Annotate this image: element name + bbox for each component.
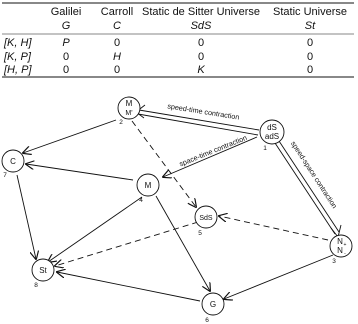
- table-cell: 0: [306, 37, 314, 49]
- label-speed-space: speed-space contraction: [288, 139, 340, 210]
- table-cell: 0: [113, 64, 121, 76]
- node-num-3: 3: [332, 258, 336, 265]
- table-cell: K: [197, 64, 205, 76]
- node-n-sub1: +: [343, 242, 347, 248]
- edge-g-to-st: [57, 272, 200, 301]
- node-sds-label: SdS: [199, 215, 213, 222]
- node-n-line2: N: [337, 246, 343, 255]
- row-label: [H, P]: [4, 64, 32, 76]
- header-carroll: Carroll: [100, 6, 134, 18]
- table-cell: 0: [197, 37, 205, 49]
- node-g-label: G: [209, 300, 217, 309]
- node-m-line2: M': [125, 110, 133, 117]
- label-speed-time: speed-time contraction: [166, 101, 241, 122]
- row-label: [K, H]: [4, 37, 32, 49]
- header-sds: Static de Sitter Universe: [142, 6, 260, 18]
- table-cell: 0: [113, 37, 121, 49]
- node-num-2: 2: [119, 119, 123, 126]
- symbol-st: St: [304, 20, 316, 32]
- node-num-4: 4: [139, 197, 143, 204]
- contraction-table: [0, 0, 358, 80]
- node-num-8: 8: [34, 282, 38, 289]
- edge-ds-to-m-b: [138, 114, 258, 135]
- header-galilei: Galilei: [50, 6, 82, 18]
- edge-n-to-sds: [219, 216, 328, 240]
- node-num-1: 1: [263, 145, 267, 152]
- node-ds-line1: dS: [267, 123, 277, 132]
- node-c-label: C: [10, 157, 16, 166]
- node-n-line1: N: [337, 237, 343, 246]
- table-cell: 0: [197, 51, 205, 63]
- edge-sds-to-st: [55, 222, 198, 266]
- kinematical-groups-diagram: [0, 80, 358, 324]
- node-mink-label: M: [144, 181, 152, 190]
- edge-mink-to-st: [48, 197, 142, 262]
- node-n-sub2: -: [344, 251, 346, 257]
- edge-m-to-c: [23, 120, 116, 153]
- table-cell: 0: [306, 51, 314, 63]
- table-cell: P: [62, 37, 70, 49]
- header-static: Static Universe: [273, 6, 347, 18]
- edge-mink-to-c: [26, 164, 133, 180]
- node-num-6: 6: [205, 317, 209, 324]
- edge-n-to-g: [224, 255, 333, 299]
- row-label: [K, P]: [4, 51, 31, 63]
- label-space-time: space-time contraction: [177, 132, 249, 169]
- symbol-g: G: [61, 20, 71, 32]
- node-ds-line2: adS: [264, 132, 280, 141]
- node-m-line1: M: [125, 99, 133, 108]
- node-st-label: St: [39, 266, 47, 275]
- symbol-c: C: [113, 20, 121, 32]
- edge-ds-to-n-b: [279, 141, 339, 232]
- table-cell: 0: [62, 64, 70, 76]
- table-cell: 0: [306, 64, 314, 76]
- node-num-5: 5: [198, 230, 202, 237]
- table-cell: 0: [62, 51, 70, 63]
- node-num-7: 7: [3, 172, 7, 179]
- table-cell: H: [113, 51, 121, 63]
- edge-c-to-st: [17, 175, 36, 259]
- symbol-sds: SdS: [190, 20, 212, 32]
